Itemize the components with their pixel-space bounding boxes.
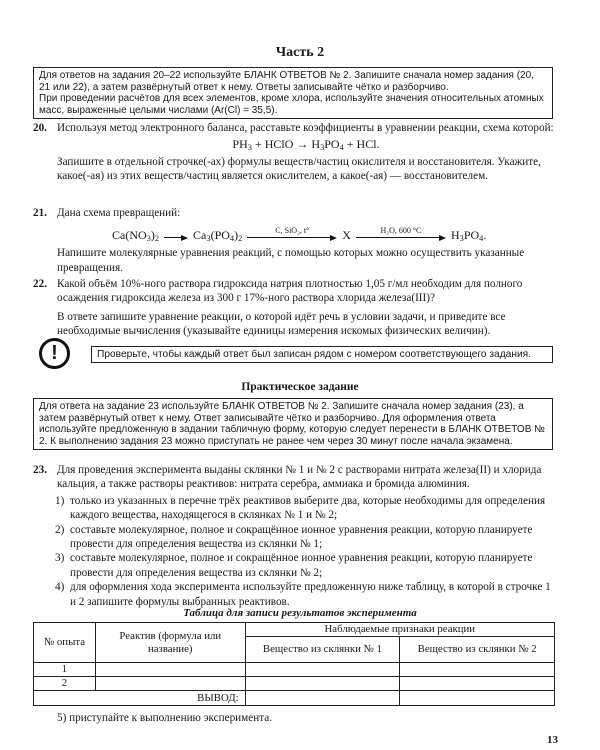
row-2-substance-1-cell [245,677,400,691]
task-22 [33,277,555,339]
task-21-text: Дана схема превращений: [57,207,181,219]
row-2-substance-2-cell [400,677,555,691]
results-table [33,622,555,706]
task-21 [33,206,555,275]
practical-instructions: Для ответа на задание 23 используйте БЛАНК ОТВЕТОВ № 2. Запишите сначала номер задания (23), а затем развёрнутый ответ к нему. Ответ записывайте чётко и разборчиво. Для оформления ответа используйте предложенную в задании табличную форму, которую следует перенести в БЛАНК ОТВЕТОВ № 2. К выполнению задания 23 можно приступать не ранее чем через 30 минут после начала экзамена. [39,401,545,447]
scheme-arrow-2-label: H₂O, 600 °C [380,226,422,236]
header-substance-1: Вещество из склянки № 1 [245,637,400,663]
scheme-arrow-1 [247,224,337,242]
task-20 [33,121,555,184]
header-observed-signs: Наблюдаемые признаки реакции [245,623,554,637]
task-20-equation: $PH_3$ + HClO → $H_3PO_4$ + HCl. [232,137,380,153]
practical-title: Практическое задание [241,381,359,393]
scheme-arrow-plain [164,224,188,242]
row-1-number: 1 [34,663,96,677]
conclusion-substance-1-cell [245,691,400,706]
instructions-line-1: Для ответов на задания 20–22 используйте БЛАНК ОТВЕТОВ № 2. Запишите сначала номер задания (20, 21 или 22), а затем развёрнутый ответ к нему. Ответы записывайте чётко и разборчиво. [39,70,534,93]
page-number: 13 [547,734,558,746]
row-2-reagent-cell [95,677,245,691]
list-item: 3) составьте молекулярное, полное и сокращённое ионное уравнения реакции, которую планируете провести для определения вещества из склянки № 2; [55,552,533,579]
header-reagent: Реактив (формула или название) [95,623,245,663]
conclusion-label: ВЫВОД: [34,691,246,706]
row-1-substance-1-cell [245,663,400,677]
task-22-text: Какой объём 10%-ного раствора гидроксида натрия плотностью 1,05 г/мл необходим для полного осаждения гидроксида железа из 300 г 17%-ного раствора хлорида железа(III)? [57,278,523,305]
task-22-number: 22. [33,278,47,290]
task-20-text-2: Запишите в отдельной строчке(-ах) формулы веществ/частиц окислителя и восстановителя. Укажите, какое(-ая) из этих веществ/частиц является окислителем, а какое(-ая) — восстановителем. [57,155,541,183]
final-list-item: 5) приступайте к выполнению эксперимента. [57,712,272,724]
practical-instructions-box [33,398,553,450]
conclusion-substance-2-cell [400,691,555,706]
task-21-text-2: Напишите молекулярные уравнения реакций, с помощью которых можно осуществить указанные превращения. [57,247,525,274]
list-item: 1) только из указанных в перечне трёх реактивов выберите два, которые необходимы для определения каждого вещества, находящегося в склянках № 1 и № 2; [55,494,546,522]
scheme-reactant: $Ca(NO_3)_2$ [112,228,160,243]
task-20-text: Используя метод электронного баланса, расставьте коэффициенты в уравнении реакции, схема которой: [57,122,554,134]
row-1-reagent-cell [95,663,245,677]
table-caption: Таблица для записи результатов эксперимента [183,607,417,619]
list-item: 4) для оформления хода эксперимента используйте предложенную ниже таблицу, в которой в строчке 1 и 2 запишите формулы выбранных реактивов. [55,581,551,608]
header-substance-2: Вещество из склянки № 2 [400,637,555,663]
task-20-number: 20. [33,122,47,134]
instructions-box [33,67,553,119]
instructions-line-2: При проведении расчётов для всех элементов, кроме хлора, используйте значения относительных атомных масс, выраженные целыми числами (Ar(Cl) = 35,5). [39,93,544,116]
part-title: Часть 2 [275,45,325,60]
task-21-scheme [112,224,555,242]
list-item: 2) составьте молекулярное, полное и сокращённое ионное уравнения реакции, которую планируете провести для определения вещества из склянки № 1; [55,523,533,551]
task-23 [33,463,555,609]
scheme-arrow-1-label: C, SiO₂, t° [275,226,310,236]
scheme-arrow-2 [356,224,446,242]
task-23-number: 23. [33,464,47,476]
scheme-product: $H_3PO_4$. [450,228,487,243]
row-1-substance-2-cell [400,663,555,677]
header-experiment-number: № опыта [34,623,96,663]
warning-box: Проверьте, чтобы каждый ответ был записан рядом с номером соответствующего задания. [91,346,553,363]
scheme-x: X [342,228,351,242]
row-2-number: 2 [34,677,96,691]
exclamation-icon: ! [39,338,70,369]
task-22-text-2: В ответе запишите уравнение реакции, о которой идёт речь в условии задачи, и приведите все необходимые вычисления (указывайте единицы измерения искомых физических величин). [57,310,506,338]
task-23-text: Для проведения эксперимента выданы склянки № 1 и № 2 с растворами нитрата железа(II) и хлорида кальция, а также растворы реактивов: нитрата серебра, аммиака и бромида алюминия. [57,464,542,491]
scheme-intermediate: $Ca_3(PO_4)_2$ [193,228,243,243]
task-21-number: 21. [33,207,47,219]
